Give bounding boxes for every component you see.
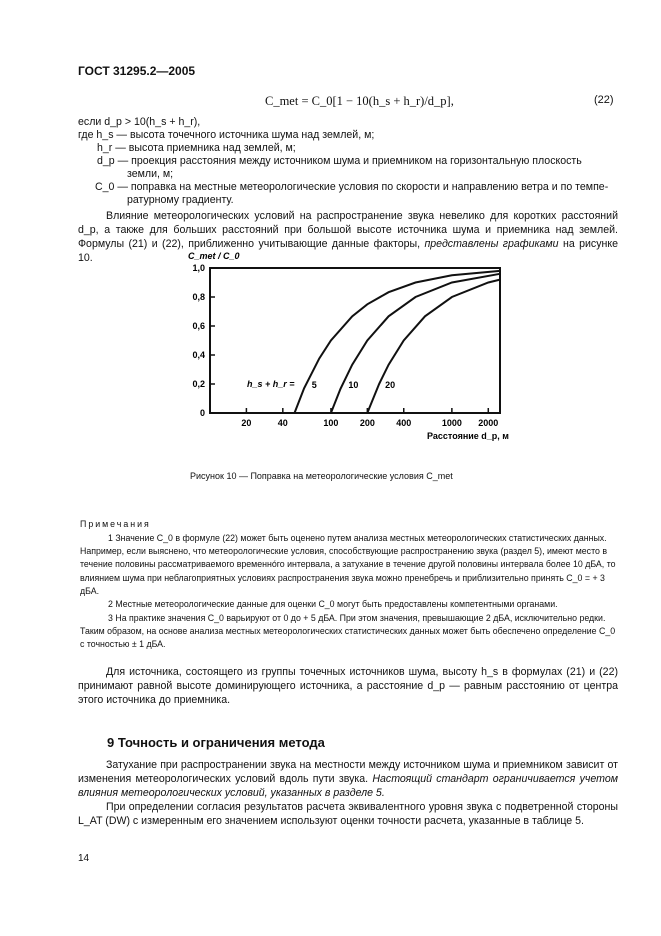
section-title: 9 Точность и ограничения метода [107,735,325,750]
x-tick-label: 2000 [478,418,499,428]
figure-10-chart [180,248,520,448]
series-label-5: 5 [311,380,317,390]
note-3: 3 На практике значения C_0 варьируют от 0 до + 5 дБА. При этом значения, превышающие 2 дБА, исключительно редки. Таким образом, на основе анализа местных метеорологических статистических данных может быть обеспечено определение C_0 с точностью ± 1 дБА. [80,613,616,650]
y-tick-label: 0,4 [192,350,205,360]
where-line-2: h_r — высота приемника над землей, м; [97,142,296,154]
series-label-20: 20 [385,380,396,390]
formula-22: C_met = C_0[1 − 10(h_s + h_r)/d_p], [265,94,454,108]
y-tick-label: 0 [199,408,205,418]
plot-frame [210,268,500,413]
condition-line: если d_p > 10(h_s + h_r), [78,116,201,128]
series-line-10 [331,274,500,413]
formula-number: (22) [594,94,614,106]
x-tick-label: 400 [396,418,412,428]
y-tick-label: 0,8 [192,292,205,302]
y-tick-label: 0,2 [192,379,205,389]
legend-prefix: h_s + h_r = [247,379,295,389]
section-paragraph-2: При определении согласия результатов расчета эквивалентного уровня звука с подветренной стороны L_AT (DW) с измеренным его значением используют оценки точности расчета, указанные в таблице 5. [78,801,618,827]
y-tick-label: 1,0 [192,263,205,273]
where-line-3: d_p — проекция расстояния между источником шума и приемником на горизонтальную плоскость [97,155,582,167]
where-line-1: где h_s — высота точечного источника шума над землей, м; [78,129,375,141]
page-number: 14 [78,853,90,864]
where-line-4: земли, м; [127,168,174,180]
x-tick-label: 100 [323,418,339,428]
x-tick-label: 20 [241,418,252,428]
where-line-5: C_0 — поправка на местные метеорологические условия по скорости и направлению ветра и по темпе- [95,181,609,193]
x-tick-label: 200 [359,418,375,428]
series-line-20 [367,280,500,413]
y-tick-label: 0,6 [192,321,205,331]
paragraph-influence: Влияние метеорологических условий на распространение звука невелико для коротких расстояний d_p, а также для больших расстояний при большой высоте источника шума и приемника над землей. Формулы (21) и (22), приближенно учитывающие данные факторы, представлены графиками на рисунке 10. [78,210,619,264]
series-line-5 [295,271,501,413]
y-axis-label: C_met / C_0 [188,251,240,261]
section-paragraph-1: Затухание при распространении звука на местности между источником шумa и приемником зависит от изменения метеорологических условий вдоль пути звука. Настоящий стандарт ограничивается учетом влияния метеорологических условий, указанных в разделе 5. [78,759,618,799]
x-axis-label: Расстояние d_p, м [427,431,509,441]
note-2: 2 Местные метеорологические данные для оценки C_0 могут быть предоставлены компетентными органами. [108,599,558,609]
where-line-6: ратурному градиенту. [127,194,234,206]
series-label-10: 10 [348,380,359,390]
notes-title: Примечания [80,519,151,529]
paragraph-source-group: Для источника, состоящего из группы точечных источников шума, высоту h_s в формулах (21) и (22) принимают равной высоте доминирующего источника, а расстояние d_p — равным расстоянию от центра этого источника до приемника. [78,666,618,706]
note-1: 1 Значение C_0 в формуле (22) может быть оценено путем анализа местных метеорологических статистических данных. Например, если выяснено, что метеорологические условия, способствующие распространению звука (раздел 5), имеют место в течение половины рассматриваемого временнóго интервала, а затухание в течение другой половины интервала более 10 дБА, то влиянием шума при неблагоприятных условиях распространения звука можно пренебречь и приблизительно принять C_0 = + 3 дБА. [80,533,616,596]
x-tick-label: 1000 [441,418,462,428]
x-tick-label: 40 [277,418,288,428]
document-header: ГОСТ 31295.2—2005 [78,64,196,78]
figure-caption: Рисунок 10 — Поправка на метеорологические условия C_met [190,471,453,481]
